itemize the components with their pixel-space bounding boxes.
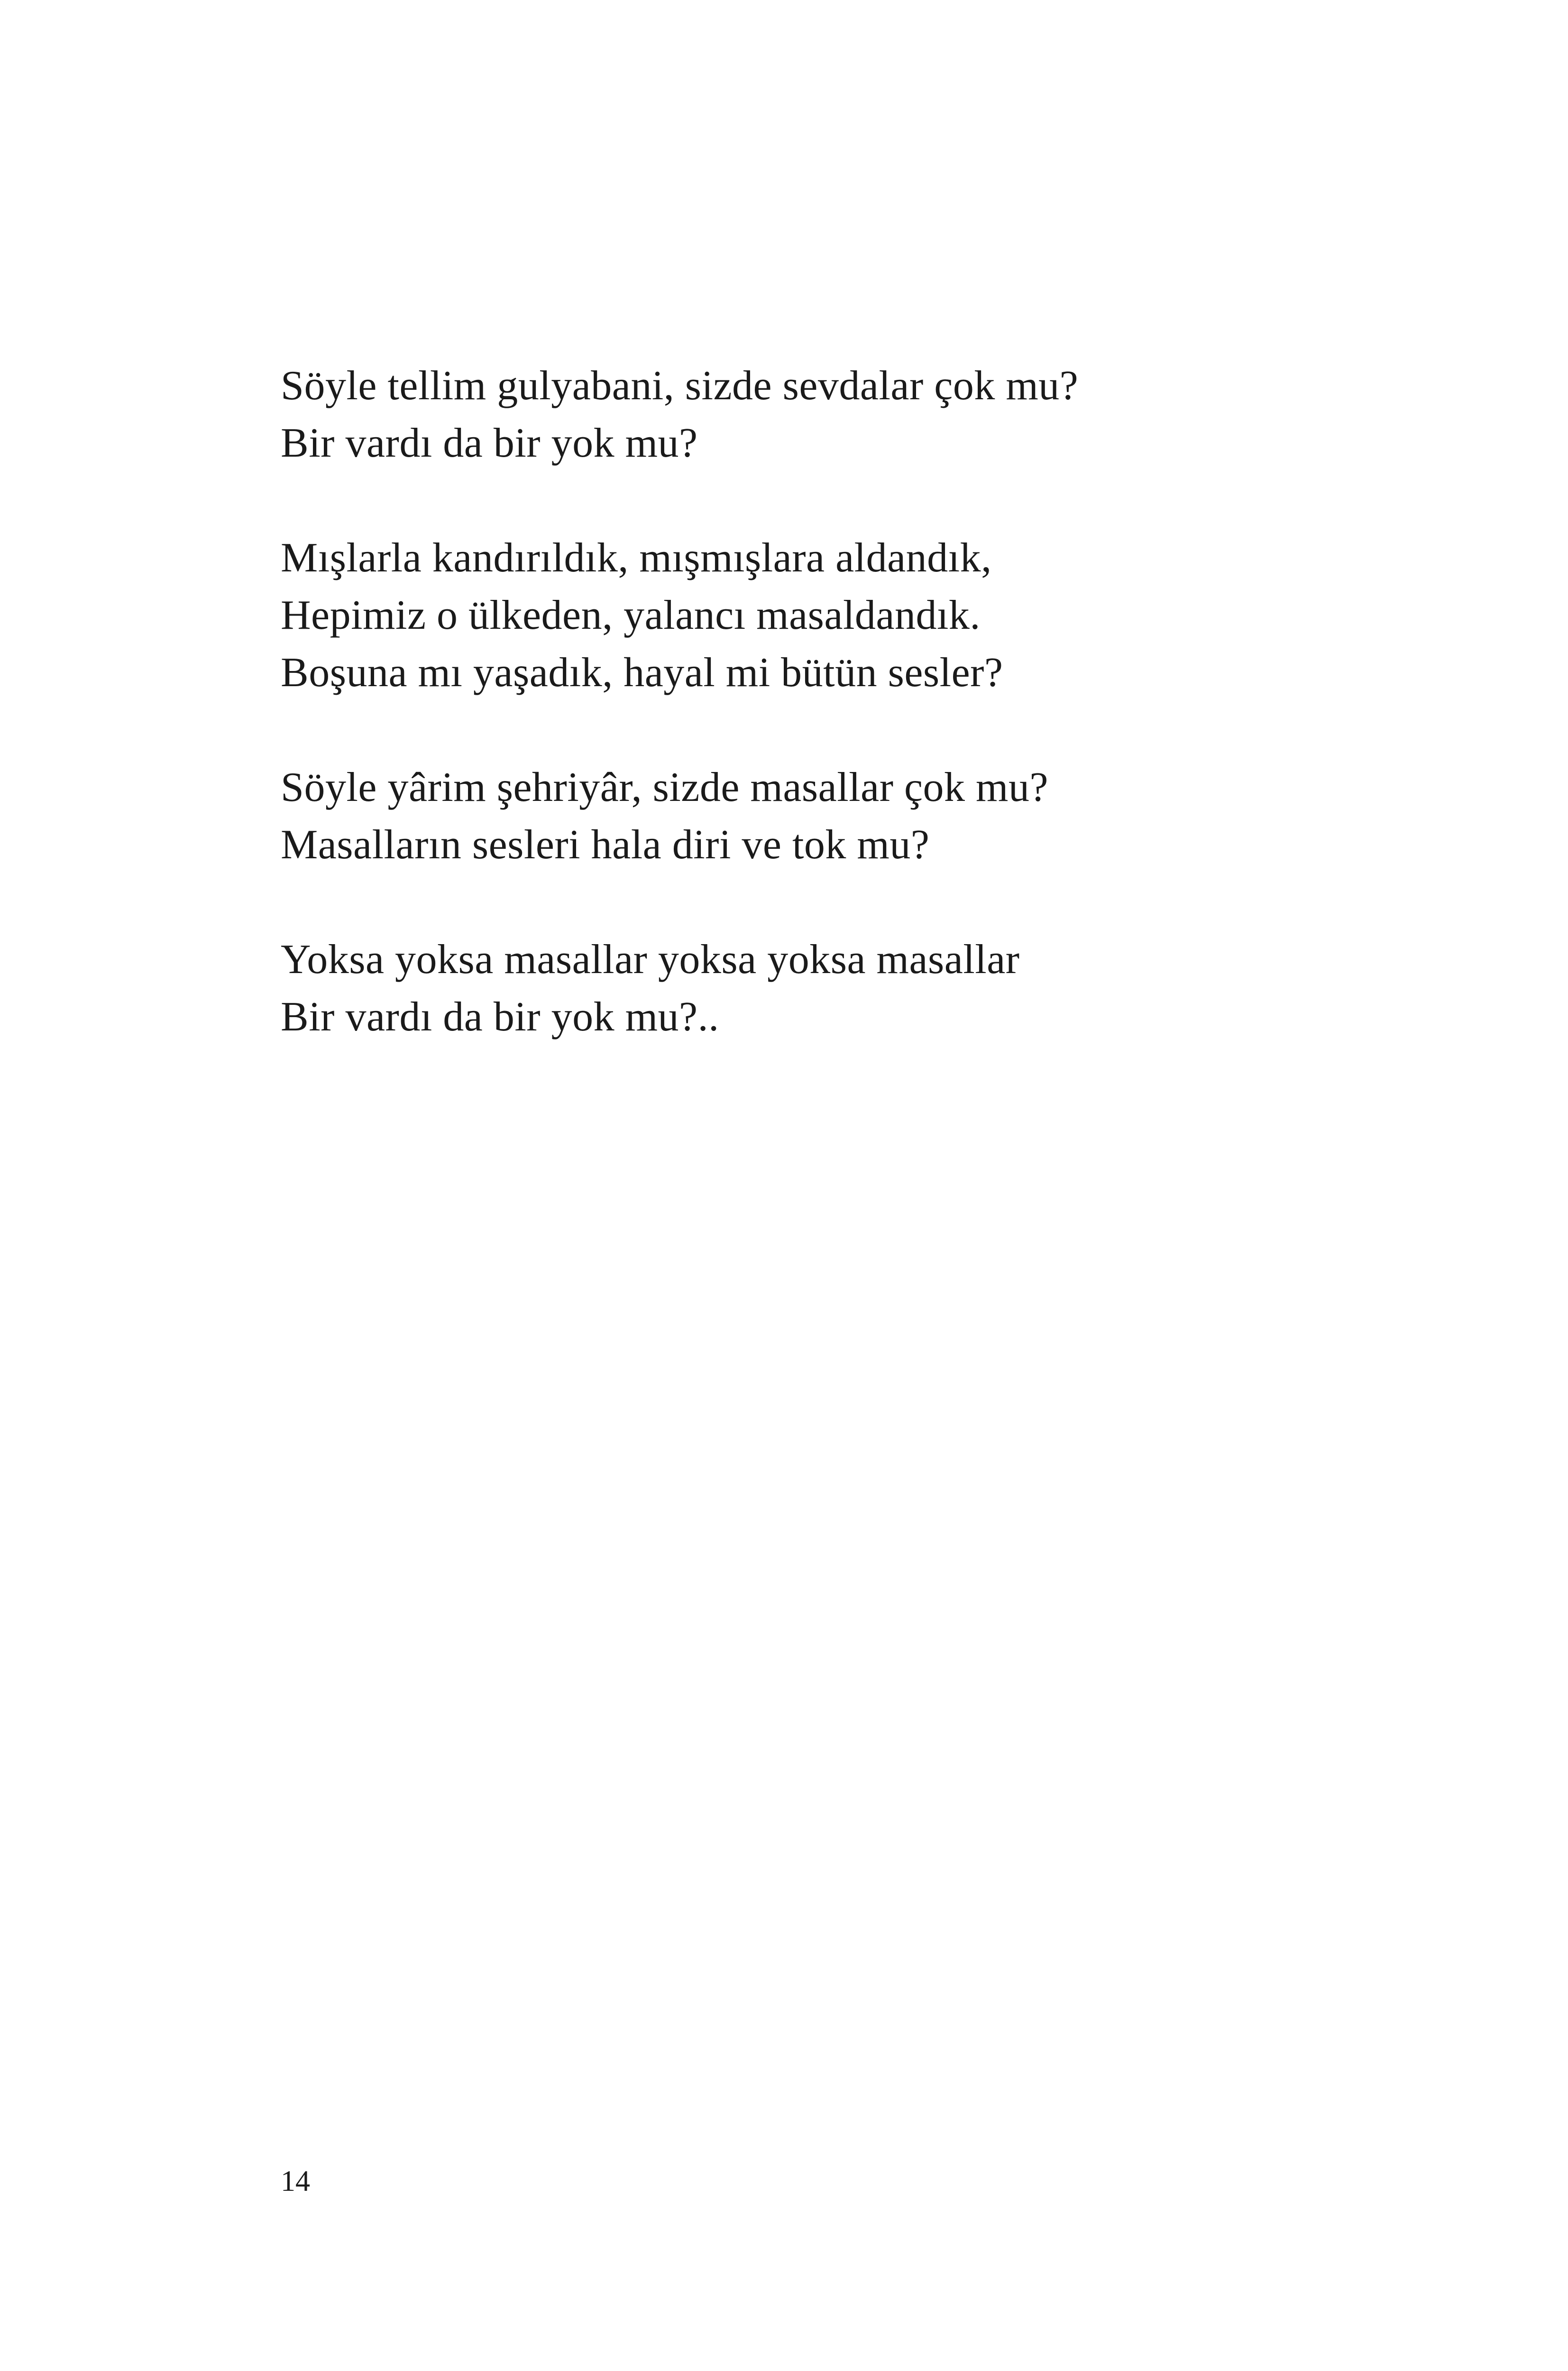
poem-line: Boşuna mı yaşadık, hayal mi bütün sesler? [281, 650, 1003, 696]
stanza-1 [281, 357, 1324, 472]
poem-line: Bir vardı da bir yok mu? [281, 420, 698, 466]
stanza-2 [281, 529, 1324, 701]
poem-line: Söyle tellim gulyabani, sizde sevdalar çok mu? [281, 363, 1079, 409]
stanza-3 [281, 759, 1324, 873]
poem-line: Yoksa yoksa masallar yoksa yoksa masallar [281, 937, 1020, 983]
stanza-4 [281, 931, 1324, 1046]
poem-line: Masalların sesleri hala diri ve tok mu? [281, 822, 930, 868]
poem-line: Mışlarla kandırıldık, mışmışlara aldandık, [281, 535, 992, 581]
poem-line: Bir vardı da bir yok mu?.. [281, 994, 719, 1040]
poem-line: Söyle yârim şehriyâr, sizde masallar çok mu? [281, 764, 1049, 810]
poem-line: Hepimiz o ülkeden, yalancı masaldandık. [281, 592, 981, 638]
page-number: 14 [281, 2165, 310, 2197]
poem [281, 357, 1324, 1103]
